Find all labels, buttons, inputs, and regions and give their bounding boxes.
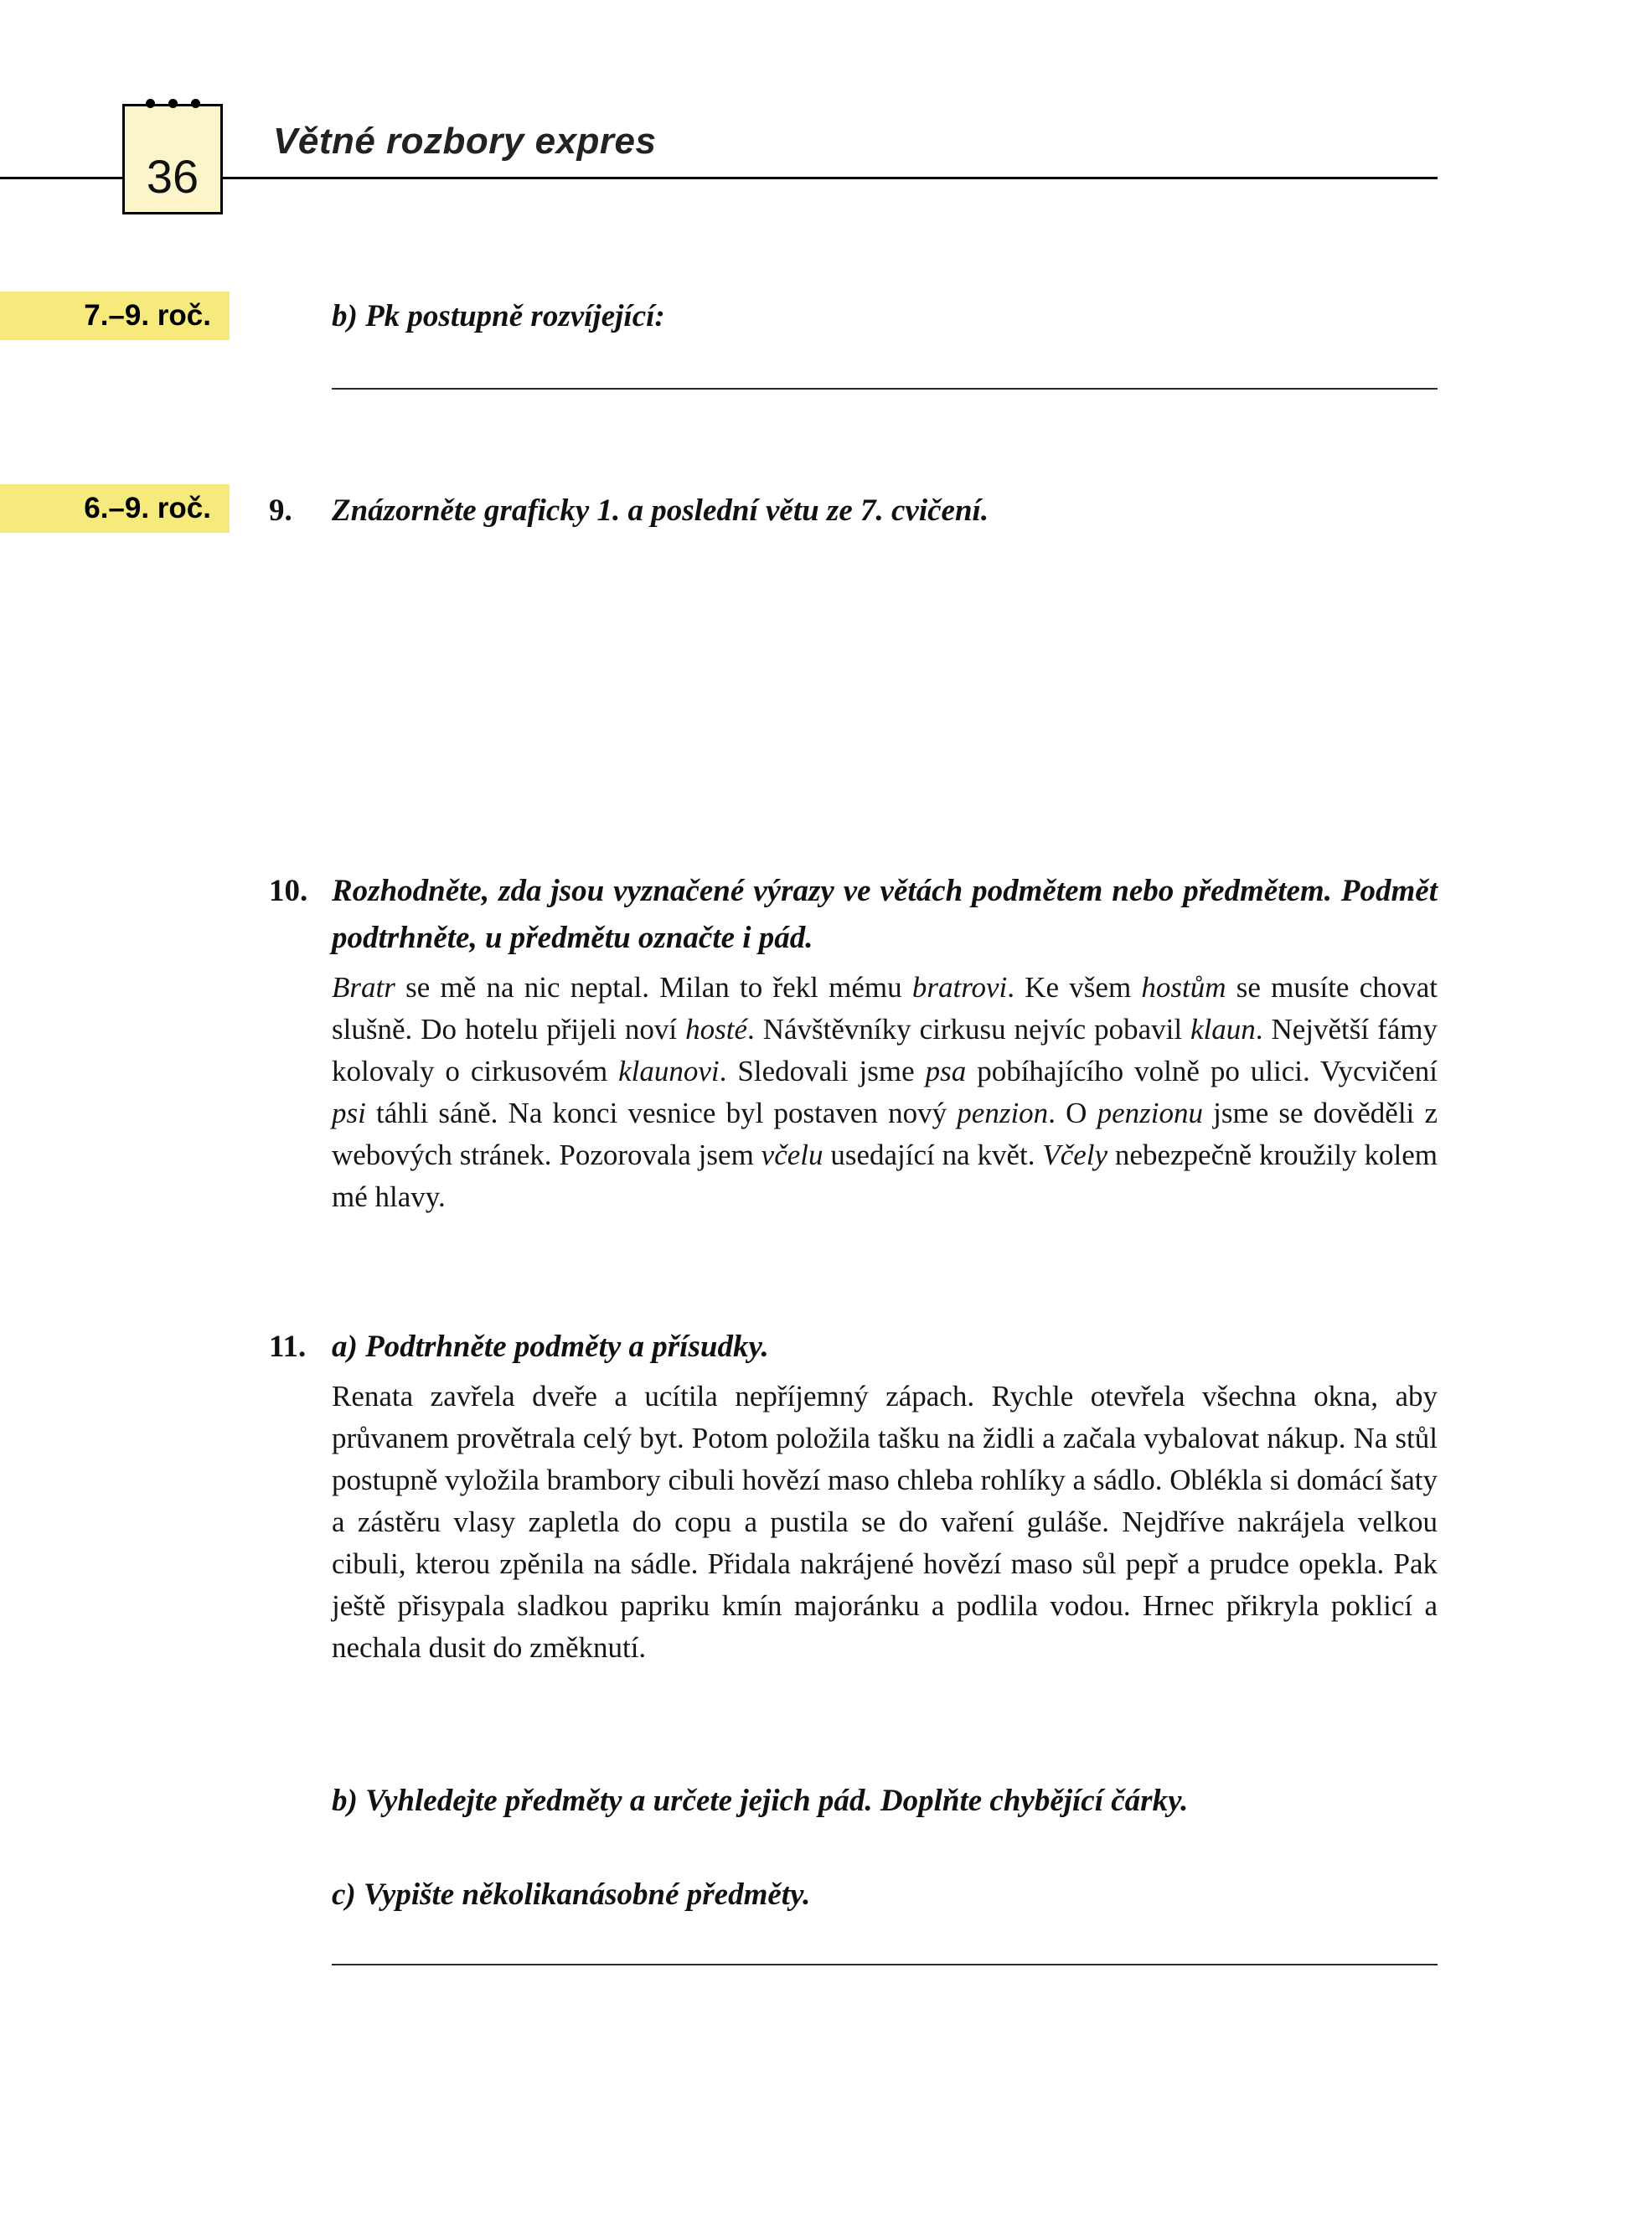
exercise-10-number: 10. <box>269 874 308 908</box>
exercise-11a-title: a) Podtrhněte podměty a přísudky. <box>332 1330 769 1364</box>
exercise-11a-text: Renata zavřela dveře a ucítila nepříjemný zápach. Rychle otevřela všechna okna, aby průvanem provětrala celý byt. Potom položila tašku na židli a začala vybalovat nákup. Na stůl postupně vyložila brambory cibuli hovězí maso chleba rohlíky a sádlo. Oblékla si domácí šaty a zástěru vlasy zapletla do copu a pustila se do vaření guláše. Nejdříve nakrájela velkou cibuli, kterou zpěnila na sádle. Přidala nakrájené hovězí maso sůl pepř a prudce opekla. Pak ještě přisypala sladkou papriku kmín majoránku a podlila vodou. Hrnec přikryla poklicí a nechala dusit do změknutí. <box>332 1380 1438 1664</box>
grade-label-text: 6.–9. roč. <box>84 492 211 524</box>
exercise-10-title: Rozhodněte, zda jsou vyznačené výrazy ve větách podmětem nebo předmětem. Podmět podtrhněte, u předmětu označte i pád. <box>332 874 1438 955</box>
exercise-9 <box>269 488 1438 535</box>
book-title: Větné rozbory expres <box>273 121 657 162</box>
exercise-11b-title: b) Vyhledejte předměty a určete jejich pád. Doplňte chybějící čárky. <box>332 1784 1189 1818</box>
section-b-heading <box>332 293 1438 340</box>
page-number: 36 <box>146 150 199 203</box>
badge-binding-dots-icon <box>125 99 220 108</box>
exercise-11-number: 11. <box>269 1330 307 1364</box>
grade-label-6-9 <box>0 484 230 533</box>
exercise-11c <box>332 1872 1438 1919</box>
grade-label-7-9 <box>0 292 230 340</box>
grade-label-text: 7.–9. roč. <box>84 299 211 332</box>
exercise-10 <box>269 868 1438 1218</box>
exercise-11c-title: c) Vypište několikanásobné předměty. <box>332 1877 811 1912</box>
page-number-badge <box>122 104 223 214</box>
exercise-10-text: Bratr se mě na nic neptal. Milan to řekl mému bratrovi. Ke všem hostům se musíte chovat slušně. Do hotelu přijeli noví hosté. Návštěvníky cirkusu nejvíc pobavil klaun. Největší fámy kolovaly o cirkusovém klaunovi. Sledovali jsme psa pobíhajícího volně po ulici. Vycvičení psi táhli sáně. Na konci vesnice byl postaven nový penzion. O penzionu jsme se dověděli z webových stránek. Pozorovala jsem včelu usedající na květ. Včely nebezpečně kroužily kolem mé hlavy. <box>332 971 1438 1213</box>
exercise-11 <box>269 1324 1438 1669</box>
section-b-heading-text: b) Pk postupně rozvíjející: <box>332 299 665 333</box>
exercise-9-title: Znázorněte graficky 1. a poslední větu ze 7. cvičení. <box>332 493 989 528</box>
answer-line <box>332 388 1438 390</box>
exercise-11b <box>332 1778 1438 1825</box>
answer-line <box>332 1964 1438 1965</box>
exercise-9-number: 9. <box>269 493 292 528</box>
